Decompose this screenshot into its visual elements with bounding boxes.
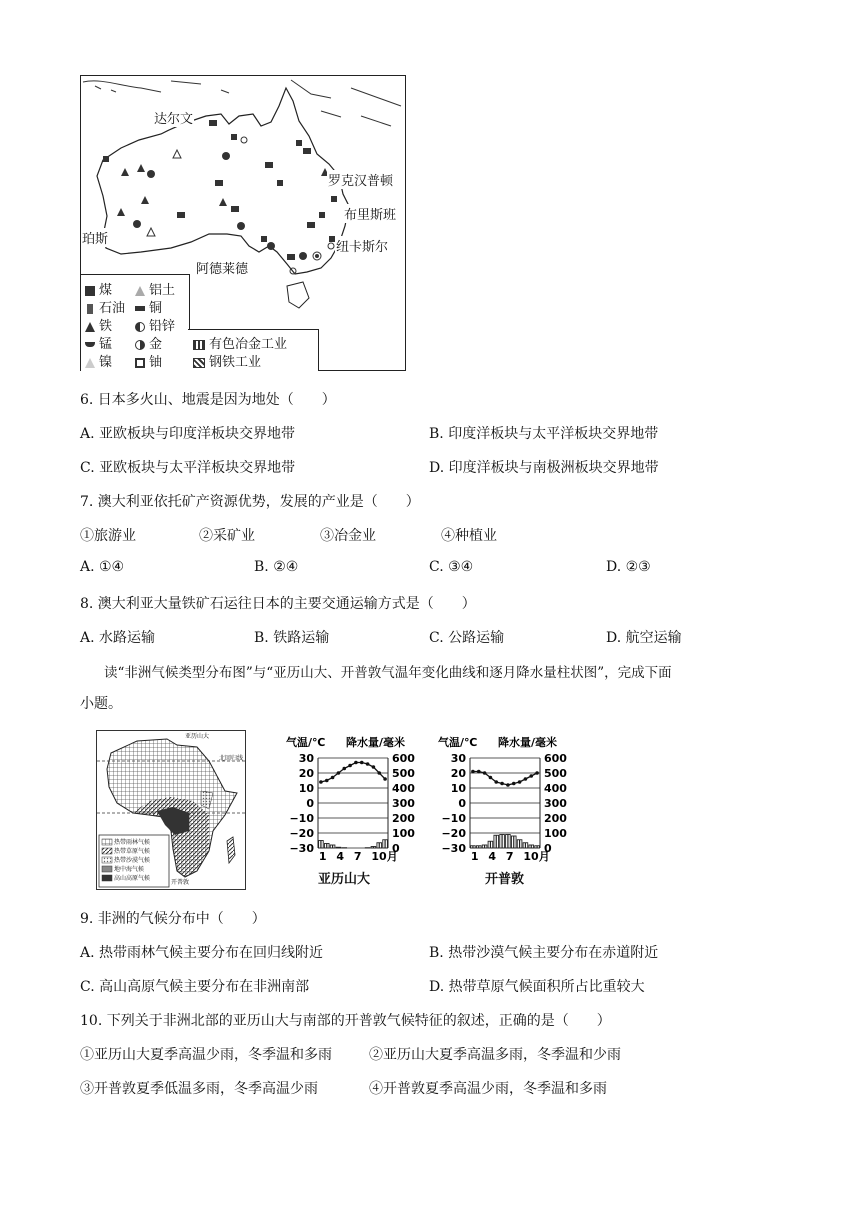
y-left-tick: 30 — [450, 752, 466, 765]
legend-iron: 铁 — [85, 315, 112, 334]
africa-legend-1: 热带雨林气候 — [114, 839, 151, 846]
capetown-climate-chart — [436, 734, 586, 866]
question-7-item-2: ②采矿业 — [199, 528, 255, 544]
city-label-adelaide: 阿德莱德 — [195, 258, 249, 277]
question-8-option-c[interactable]: C. 公路运输 — [429, 630, 505, 646]
question-8-option-b[interactable]: B. 铁路运输 — [254, 630, 330, 646]
temperature-line — [473, 772, 537, 786]
question-9-stem: 9. 非洲的气候分布中（ ） — [80, 911, 266, 927]
legend-copper: 铜 — [135, 297, 162, 316]
question-7-option-c[interactable]: C. ③④ — [429, 559, 474, 575]
question-7-item-3: ③冶金业 — [320, 528, 376, 544]
question-7-stem: 7. 澳大利亚依托矿产资源优势，发展的产业是（ ） — [80, 494, 420, 510]
y-left-tick: 30 — [298, 752, 314, 765]
temperature-point — [535, 771, 539, 775]
temperature-point — [372, 765, 376, 769]
legend-uranium: 铀 — [135, 351, 162, 370]
coal-icon — [85, 286, 95, 296]
temperature-point — [354, 761, 358, 765]
africa-tropic-label: 北回归线 — [219, 755, 244, 762]
question-10-statement-2: ②亚历山大夏季高温多雨，冬季温和少雨 — [369, 1047, 621, 1063]
y-right-tick: 100 — [392, 827, 415, 840]
intro-text-line-1: 读“非洲气候类型分布图”与“亚历山大、开普敦气温年变化曲线和逐月降水量柱状图”，完成下面 — [104, 665, 672, 681]
africa-legend-4: 地中海气候 — [114, 866, 145, 873]
y-right-tick: 200 — [392, 812, 415, 825]
steel-icon — [193, 358, 205, 368]
temperature-point — [483, 771, 487, 775]
temperature-point — [348, 764, 352, 768]
question-10-stem: 10. 下列关于非洲北部的亚历山大与南部的开普敦气候特征的叙述，正确的是（ ） — [80, 1013, 611, 1029]
right-axis-label: 降水量/毫米 — [498, 736, 558, 749]
y-left-tick: −20 — [289, 827, 314, 840]
temperature-point — [383, 777, 387, 781]
right-axis-label: 降水量/毫米 — [346, 736, 406, 749]
africa-legend-3: 热带沙漠气候 — [114, 857, 151, 864]
x-tick: 10月 — [371, 850, 398, 863]
y-right-tick: 200 — [544, 812, 567, 825]
gold-icon — [135, 340, 145, 350]
question-8-option-d[interactable]: D. 航空运输 — [606, 630, 682, 646]
y-left-tick: 20 — [450, 767, 466, 780]
question-6-stem: 6. 日本多火山、地震是因为地处（ ） — [80, 392, 336, 408]
left-axis-label: 气温/℃ — [286, 736, 326, 749]
temperature-point — [331, 776, 335, 780]
y-right-tick: 600 — [392, 752, 415, 765]
legend-gold: 金 — [135, 333, 162, 352]
y-right-tick: 500 — [392, 767, 415, 780]
temperature-point — [529, 774, 533, 778]
bauxite-icon — [135, 286, 145, 296]
y-left-tick: 0 — [306, 797, 314, 810]
y-left-tick: 10 — [298, 782, 314, 795]
temperature-point — [342, 767, 346, 771]
temperature-point — [319, 780, 323, 784]
nonferrous-icon — [193, 340, 205, 350]
nickel-icon — [85, 358, 95, 368]
y-right-tick: 0 — [544, 842, 552, 855]
question-8-option-a[interactable]: A. 水路运输 — [80, 630, 156, 646]
alexandria-chart-title: 亚历山大 — [318, 872, 371, 887]
temperature-point — [489, 776, 493, 780]
australia-map-figure — [80, 75, 406, 371]
x-tick: 7 — [353, 850, 362, 863]
question-7-item-1: ①旅游业 — [80, 528, 136, 544]
alexandria-climate-chart — [284, 734, 434, 866]
question-6-option-d[interactable]: D. 印度洋板块与南极洲板块交界地带 — [429, 460, 659, 476]
y-right-tick: 400 — [544, 782, 567, 795]
temperature-point — [524, 777, 528, 781]
y-right-tick: 0 — [392, 842, 400, 855]
temperature-point — [377, 771, 381, 775]
city-label-brisbane: 布里斯班 — [343, 204, 397, 223]
x-tick: 4 — [336, 850, 345, 863]
temperature-point — [512, 782, 516, 786]
temperature-point — [337, 771, 341, 775]
city-label-rockhampton: 罗克汉普顿 — [327, 170, 394, 189]
legend-nickel: 镍 — [85, 351, 112, 370]
temperature-point — [506, 783, 510, 787]
question-10-statement-4: ④开普敦夏季高温少雨，冬季温和多雨 — [369, 1081, 607, 1097]
question-9-option-d[interactable]: D. 热带草原气候面积所占比重较大 — [429, 979, 645, 995]
iron-icon — [85, 322, 95, 332]
y-right-tick: 300 — [392, 797, 415, 810]
temperature-line — [321, 763, 385, 783]
x-tick: 4 — [488, 850, 497, 863]
question-6-option-c[interactable]: C. 亚欧板块与太平洋板块交界地带 — [80, 460, 296, 476]
question-7-item-4: ④种植业 — [441, 528, 497, 544]
legend-oil: 石油 — [85, 297, 125, 316]
question-9-option-a[interactable]: A. 热带雨林气候主要分布在回归线附近 — [80, 945, 324, 961]
question-9-option-b[interactable]: B. 热带沙漠气候主要分布在赤道附近 — [429, 945, 659, 961]
y-right-tick: 300 — [544, 797, 567, 810]
question-7-option-d[interactable]: D. ②③ — [606, 559, 651, 575]
legend-bauxite: 铝土 — [135, 279, 175, 298]
temperature-point — [360, 761, 364, 765]
temperature-point — [325, 779, 329, 783]
question-8-stem: 8. 澳大利亚大量铁矿石运往日本的主要交通运输方式是（ ） — [80, 596, 476, 612]
africa-city-alexandria: 亚历山大 — [185, 733, 210, 740]
y-left-tick: −10 — [289, 812, 314, 825]
y-left-tick: −10 — [441, 812, 466, 825]
legend-coal: 煤 — [85, 279, 112, 298]
city-label-newcastle: 纽卡斯尔 — [335, 236, 389, 255]
city-label-perth: 珀斯 — [81, 228, 109, 247]
africa-climate-map — [96, 730, 246, 890]
africa-legend-5: 高山高原气候 — [114, 875, 151, 882]
x-tick: 10月 — [523, 850, 550, 863]
y-right-tick: 600 — [544, 752, 567, 765]
y-left-tick: 10 — [450, 782, 466, 795]
city-label-darwin: 达尔文 — [153, 108, 194, 127]
uranium-icon — [135, 358, 145, 368]
intro-text-line-2: 小题。 — [80, 696, 122, 712]
legend-manganese: 锰 — [85, 333, 112, 352]
x-tick: 7 — [505, 850, 514, 863]
oil-icon — [87, 304, 93, 314]
y-left-tick: 0 — [458, 797, 466, 810]
manganese-icon — [85, 342, 95, 347]
africa-legend-2: 热带草原气候 — [114, 848, 151, 855]
question-7-option-a[interactable]: A. ①④ — [80, 559, 125, 575]
temperature-point — [477, 770, 481, 774]
lead-zinc-icon — [135, 322, 145, 332]
y-right-tick: 500 — [544, 767, 567, 780]
temperature-point — [471, 770, 475, 774]
legend-nonferrous: 有色冶金工业 — [193, 333, 287, 352]
left-axis-label: 气温/℃ — [438, 736, 478, 749]
temperature-point — [518, 780, 522, 784]
question-6-option-a[interactable]: A. 亚欧板块与印度洋板块交界地带 — [80, 426, 296, 442]
question-6-option-b[interactable]: B. 印度洋板块与太平洋板块交界地带 — [429, 426, 659, 442]
x-tick: 1 — [470, 850, 479, 863]
x-tick: 1 — [318, 850, 327, 863]
question-7-option-b[interactable]: B. ②④ — [254, 559, 299, 575]
temperature-point — [500, 782, 504, 786]
y-right-tick: 100 — [544, 827, 567, 840]
capetown-chart-title: 开普敦 — [485, 872, 525, 887]
legend-lead-zinc: 铅锌 — [135, 315, 175, 334]
y-left-tick: −30 — [441, 842, 466, 855]
y-left-tick: −30 — [289, 842, 314, 855]
y-right-tick: 400 — [392, 782, 415, 795]
question-9-option-c[interactable]: C. 高山高原气候主要分布在非洲南部 — [80, 979, 310, 995]
copper-icon — [135, 306, 145, 311]
question-10-statement-3: ③开普敦夏季低温多雨，冬季高温少雨 — [80, 1081, 318, 1097]
y-left-tick: −20 — [441, 827, 466, 840]
question-10-statement-1: ①亚历山大夏季高温少雨，冬季温和多雨 — [80, 1047, 332, 1063]
legend-steel: 钢铁工业 — [193, 351, 261, 370]
temperature-point — [366, 762, 370, 766]
africa-city-capetown: 开普敦 — [171, 879, 190, 886]
y-left-tick: 20 — [298, 767, 314, 780]
temperature-point — [494, 780, 498, 784]
